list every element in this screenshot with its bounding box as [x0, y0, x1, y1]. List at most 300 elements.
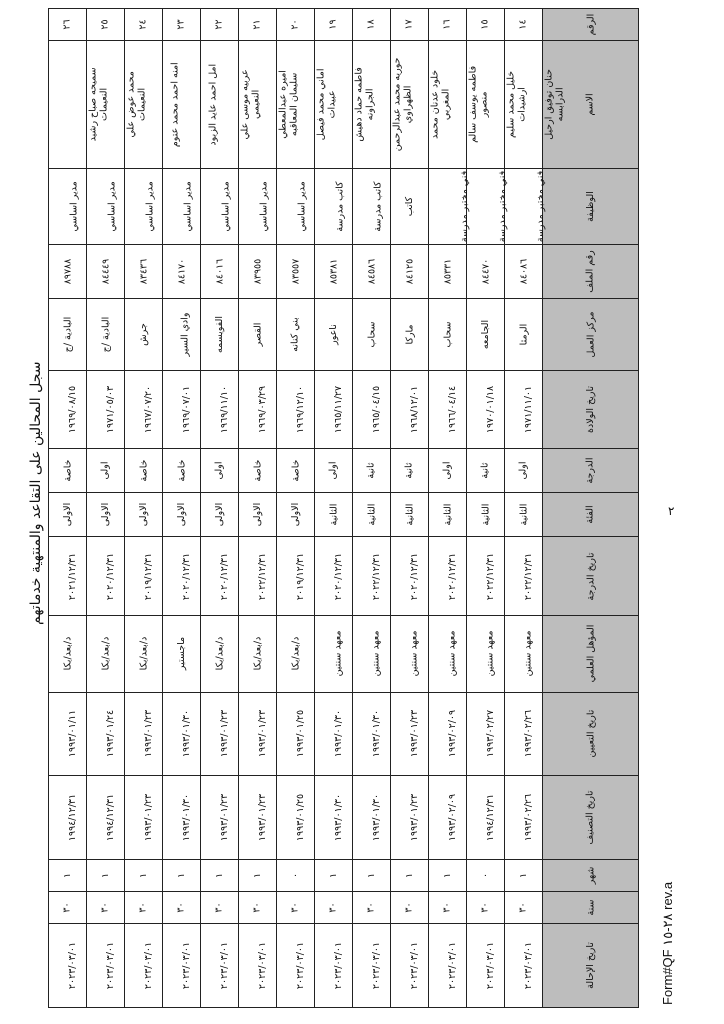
field-row: [49, 924, 639, 1008]
table-cell: [87, 245, 125, 298]
field-row: [49, 891, 639, 923]
cell-text: ١٩٩٣/٠١/٢٣: [257, 710, 269, 758]
cell-text: ١٩٩٣/٠١/٢٣: [409, 793, 421, 841]
table-cell: [163, 449, 201, 493]
table-cell: [315, 537, 353, 616]
cell-text: ١: [403, 872, 415, 878]
table-cell: [467, 298, 505, 370]
cell-text: ١٩٩٤/١٢/٣١: [105, 793, 117, 841]
table-cell: [505, 776, 543, 859]
cell-text: ١٩٧١/١١/٠١: [523, 385, 535, 434]
table-cell: [49, 692, 87, 775]
table-cell: [277, 168, 315, 244]
cell-text: معهد سنتين: [370, 630, 382, 677]
table-cell: [277, 776, 315, 859]
table-cell: [49, 776, 87, 859]
table-cell: [353, 616, 391, 692]
cell-text: سحاب: [366, 321, 377, 348]
cell-text: ٨٤٤٧٠: [479, 258, 491, 285]
column-header-label: الاسم: [585, 93, 596, 116]
table-cell: [49, 493, 87, 537]
cell-text: ٢٠٢٣/٠٣/٠١: [67, 942, 79, 990]
cell-text: ٣٠: [480, 902, 491, 913]
cell-text: ١٩٩٣/٠٢/٢٧: [485, 710, 497, 758]
cell-text: خاصة: [62, 459, 73, 482]
cell-text: الثانية: [328, 503, 339, 526]
table-cell: [391, 616, 429, 692]
cell-text: ٨٥٣٨١: [327, 258, 339, 285]
cell-text: ١٩٩٣/٠١/٢٣: [143, 793, 155, 841]
cell-text: ٢٠: [290, 19, 301, 30]
table-cell: [163, 298, 201, 370]
table-cell: [277, 859, 315, 891]
table-cell: [239, 493, 277, 537]
table-cell: [239, 298, 277, 370]
cell-text: اولى: [327, 461, 339, 480]
table-cell: [163, 493, 201, 537]
cell-text: سحاب: [442, 321, 453, 348]
table-cell: [429, 370, 467, 449]
cell-text: ٨٤٠٨٦: [517, 258, 529, 285]
cell-text: ١٩٧١/٠٥/٠٣: [105, 385, 117, 434]
cell-text: د/بعد/بكا: [251, 637, 263, 671]
cell-text: ١٩٩٣/٠١/٣٠: [333, 793, 345, 841]
column-header: [543, 776, 639, 859]
cell-text: ٢٠٢٠/١٢/٣١: [105, 552, 117, 600]
table-cell: [125, 9, 163, 41]
table-cell: [391, 370, 429, 449]
cell-text: فاطمه يوسف سالم منصور: [467, 66, 490, 144]
table-cell: [429, 9, 467, 41]
table-cell: [315, 493, 353, 537]
cell-text: ١: [99, 872, 111, 878]
table-cell: [467, 616, 505, 692]
column-header: [543, 449, 639, 493]
cell-text: مدير اساسي: [220, 181, 232, 232]
column-header: [543, 891, 639, 923]
cell-text: ٨٤٠١٦: [213, 258, 225, 285]
table-cell: [353, 168, 391, 244]
table-cell: [277, 537, 315, 616]
cell-text: د/بعد/بكا: [289, 637, 301, 671]
table-cell: [277, 370, 315, 449]
cell-text: الاولى: [176, 503, 187, 527]
table-cell: [315, 9, 353, 41]
table-cell: [391, 168, 429, 244]
cell-text: ٣٠: [518, 902, 529, 913]
cell-text: ٢٠٢٠/١٢/٣١: [219, 552, 231, 600]
column-header: [543, 168, 639, 244]
document-title: سجل المحالين على التقاعد والمنتهية خدماتهم: [28, 361, 44, 625]
cell-text: ٢٠١٩/١٢/٣١: [295, 552, 307, 600]
cell-text: معهد سنتين: [484, 630, 496, 677]
table-cell: [201, 168, 239, 244]
cell-text: مدير اساسي: [296, 181, 308, 232]
table-cell: [49, 9, 87, 41]
column-header: [543, 616, 639, 692]
cell-text: مدير اساسي: [144, 181, 156, 232]
table-cell: [277, 298, 315, 370]
cell-text: ١٨: [366, 19, 377, 30]
table-cell: [505, 616, 543, 692]
table-cell: [49, 616, 87, 692]
cell-text: خلود عدنان محمد المغربي: [429, 70, 452, 140]
cell-text: ٣٠: [290, 902, 301, 913]
table-cell: [277, 616, 315, 692]
table-cell: [467, 859, 505, 891]
cell-text: ٨٣٤٣٦: [137, 258, 149, 285]
column-header-label: تاريخ الدرجة: [585, 552, 596, 601]
cell-text: الثانية: [518, 503, 529, 526]
cell-text: خاصة: [252, 459, 263, 482]
table-cell: [239, 776, 277, 859]
cell-text: د/بعد/بكا: [99, 637, 111, 671]
cell-text: اولى: [213, 461, 225, 480]
cell-text: مدير اساسي: [68, 181, 80, 232]
column-header-label: مركز العمل: [584, 311, 596, 358]
table-cell: [353, 891, 391, 923]
cell-text: فاطمه حماد دهيش الجراونه: [353, 67, 376, 142]
cell-text: خاصة: [138, 459, 149, 482]
cell-text: كاتب مدرسة: [334, 181, 346, 232]
cell-text: معهد سنتين: [332, 630, 344, 677]
cell-text: الفويسمه: [213, 315, 225, 353]
table-cell: [505, 168, 547, 244]
cell-text: ٢٠٢٢/١٢/٣١: [257, 552, 269, 600]
cell-text: ٢٤: [138, 19, 149, 30]
table-cell: [467, 370, 505, 449]
table-cell: [49, 859, 87, 891]
cell-text: ١٩٦٩/٠٧/٠١: [181, 385, 193, 434]
column-header-label: تاريخ الولادة: [585, 385, 596, 433]
cell-text: ٢٥: [100, 19, 111, 30]
cell-text: ٨٥٣٣١: [441, 258, 453, 285]
cell-text: ٢٠٢٣/٠٣/٠١: [219, 942, 231, 990]
cell-text: معهد سنتين: [446, 630, 458, 677]
table-cell: [277, 924, 315, 1008]
cell-text: ١٤: [518, 19, 529, 30]
cell-text: ١٩٩٣/٠١/٣٠: [371, 793, 383, 841]
table-cell: [391, 776, 429, 859]
table-cell: [467, 924, 505, 1008]
cell-text: ثانية: [366, 462, 377, 479]
table-cell: [467, 245, 505, 298]
table-cell: [505, 9, 543, 41]
cell-text: فني مختبر مدرسة: [497, 171, 509, 243]
table-cell: [239, 9, 277, 41]
cell-text: ماجستير: [176, 637, 187, 671]
cell-text: ١: [327, 872, 339, 878]
table-cell: [505, 298, 543, 370]
cell-text: ماركا: [404, 324, 415, 345]
cell-text: ١٩٩٣/٠٢/٢٦: [523, 793, 535, 841]
table-cell: [467, 449, 505, 493]
cell-text: ١٦: [442, 19, 453, 30]
cell-text: ١: [61, 872, 73, 878]
table-cell: [163, 245, 201, 298]
table-cell: [277, 449, 315, 493]
cell-text: مدير اساسي: [106, 181, 118, 232]
table-cell: [315, 449, 353, 493]
cell-text: ١: [175, 872, 187, 878]
cell-text: ٢٠٢٣/٠٣/٠١: [523, 942, 535, 990]
table-cell: [239, 616, 277, 692]
cell-text: ٢٣: [176, 19, 187, 30]
table-cell: [467, 168, 509, 244]
table-cell: [163, 41, 219, 168]
cell-text: ٣٠: [100, 902, 111, 913]
cell-text: ٣٠: [404, 902, 415, 913]
table-cell: [353, 298, 391, 370]
table-cell: [315, 616, 353, 692]
table-cell: [315, 370, 353, 449]
cell-text: البادية /ج: [62, 316, 73, 352]
table-cell: [163, 537, 201, 616]
cell-text: ١٩٩٣/٠١/٣٠: [181, 793, 193, 841]
table-cell: [125, 449, 163, 493]
cell-text: ١٩٩٣/٠١/٢٣: [143, 710, 155, 758]
table-cell: [87, 168, 125, 244]
cell-text: خاصة: [290, 459, 301, 482]
cell-text: ١: [251, 872, 263, 878]
table-cell: [391, 493, 429, 537]
table-cell: [315, 924, 353, 1008]
table-cell: [467, 9, 505, 41]
cell-text: ١٩٩٣/٠١/٣٠: [371, 710, 383, 758]
field-row: [49, 616, 639, 692]
table-cell: [505, 245, 543, 298]
table-cell: [125, 298, 163, 370]
table-cell: [49, 168, 87, 244]
cell-text: ناعور: [327, 323, 339, 345]
table-cell: [391, 924, 429, 1008]
cell-text: فني مختبر مدرسة: [459, 171, 471, 243]
cell-text: ١٩٦٩/٠٣/٢٩: [257, 385, 269, 434]
column-header: [543, 493, 639, 537]
field-row: [49, 449, 639, 493]
table-cell: [87, 493, 125, 537]
cell-text: الثانية: [366, 503, 377, 526]
cell-text: د/بعد/بكا: [61, 637, 73, 671]
table-cell: [429, 692, 467, 775]
table-cell: [163, 776, 201, 859]
field-row: [49, 9, 639, 41]
cell-text: ١٩٩٣/٠٢/٠٩: [447, 710, 459, 758]
cell-text: ١٩٩٣/٠١/٢٤: [105, 710, 117, 758]
table-cell: [201, 692, 239, 775]
table-cell: [429, 859, 467, 891]
table-cell: [277, 692, 315, 775]
cell-text: ٣٠: [62, 902, 73, 913]
table-cell: [125, 776, 163, 859]
table-cell: [87, 298, 125, 370]
table-cell: [201, 537, 239, 616]
table-cell: [277, 245, 315, 298]
column-header: [543, 245, 639, 298]
cell-text: ٨٤٥٨٦: [365, 258, 377, 285]
column-header: [543, 9, 639, 41]
table-cell: [163, 692, 201, 775]
table-cell: [49, 891, 87, 923]
cell-text: الثانية: [442, 503, 453, 526]
column-header-label: الرقم: [584, 13, 596, 36]
page-number: ٢: [668, 504, 675, 518]
cell-text: ١٩٦٩/٠٨/١٥: [67, 385, 79, 434]
table-cell: [467, 537, 505, 616]
cell-text: وادي السير: [179, 312, 191, 357]
records-table: [48, 8, 639, 1008]
table-cell: [277, 493, 315, 537]
table-cell: [315, 298, 353, 370]
cell-text: ٣٠: [138, 902, 149, 913]
table-cell: [125, 168, 163, 244]
cell-text: ٣٠: [176, 902, 187, 913]
table-cell: [467, 692, 505, 775]
cell-text: اميره عبدالمعطي سليمان المعاقبه: [277, 70, 300, 140]
cell-text: ١٩٩٣/٠١/٣٠: [181, 710, 193, 758]
cell-text: ١٩٦٩/١١/١٠: [219, 385, 231, 434]
table-cell: [429, 168, 471, 244]
cell-text: ٢٠٢٣/٠٣/٠١: [105, 942, 117, 990]
table-cell: [429, 493, 467, 537]
cell-text: ١٩٩٣/٠١/٢٣: [409, 710, 421, 758]
cell-text: ٣٠: [366, 902, 377, 913]
field-row: [49, 537, 639, 616]
cell-text: ١٩٩٣/٠٢/٢٦: [523, 710, 535, 758]
table-cell: [125, 616, 163, 692]
table-cell: [163, 924, 201, 1008]
table-cell: [201, 449, 239, 493]
table-cell: [391, 859, 429, 891]
cell-text: ٢٠٢٢/١٢/٣١: [371, 552, 383, 600]
table-cell: [505, 924, 543, 1008]
column-header: [543, 298, 639, 370]
table-cell: [49, 245, 87, 298]
cell-text: خاصة: [176, 459, 187, 482]
table-cell: [201, 924, 239, 1008]
table-cell: [87, 537, 125, 616]
table-cell: [239, 449, 277, 493]
field-row: [49, 692, 639, 775]
cell-text: مدير اساسي: [258, 181, 270, 232]
table-cell: [353, 776, 391, 859]
form-code: Form#QF ٢٨-١٥ rev.a: [660, 881, 675, 1005]
cell-text: ٠: [479, 872, 491, 878]
cell-text: ٢٠٢٠/١٢/٣١: [333, 552, 345, 600]
table-cell: [391, 245, 429, 298]
table-cell: [277, 891, 315, 923]
table-cell: [429, 537, 467, 616]
table-cell: [201, 298, 239, 370]
column-header-label: الفئة: [585, 505, 596, 525]
table-cell: [505, 537, 543, 616]
column-header: [543, 537, 639, 616]
column-header-label: المؤهل العلمي: [585, 625, 596, 683]
cell-text: ١: [213, 872, 225, 878]
cell-text: ٢٠٢٣/٠٣/٠١: [143, 942, 155, 990]
field-row: [49, 168, 639, 244]
table-cell: [315, 859, 353, 891]
table-cell: [125, 692, 163, 775]
table-cell: [391, 9, 429, 41]
cell-text: ٢٠٢٢/١٢/٣١: [485, 552, 497, 600]
cell-text: محمد عوض علي النعيمات: [125, 71, 148, 138]
table-cell: [467, 776, 505, 859]
table-cell: [353, 9, 391, 41]
column-header-label: تاريخ الإحالة: [585, 942, 596, 990]
column-header-label: شهر: [585, 866, 596, 885]
cell-text: الثانية: [404, 503, 415, 526]
cell-text: كاتب مدرسة: [372, 181, 384, 232]
table-cell: [505, 493, 543, 537]
cell-text: الاولى: [214, 503, 225, 527]
cell-text: ٢٠٢٠/١٢/٣١: [181, 552, 193, 600]
cell-text: ٠: [289, 872, 301, 878]
field-row: [49, 41, 639, 168]
cell-text: كاتب: [403, 196, 415, 217]
cell-text: ٨٣٥٥٧: [289, 258, 301, 285]
cell-text: ٢٠٢٠/١٢/٣١: [447, 552, 459, 600]
table-cell: [505, 449, 543, 493]
table-cell: [49, 298, 87, 370]
table-cell: [391, 537, 429, 616]
table-cell: [239, 924, 277, 1008]
cell-text: ١٩٩٤/١٢/٣١: [485, 793, 497, 841]
table-cell: [49, 370, 87, 449]
cell-text: فني مختبر مدرسة: [535, 171, 547, 243]
cell-text: ٢٠٢١/١٢/٣١: [67, 552, 79, 600]
cell-text: الاولى: [100, 503, 111, 527]
cell-text: ٢٠٢٣/٠٣/٠١: [447, 942, 459, 990]
table-cell: [353, 370, 391, 449]
cell-text: ١٩٦٦/٠٤/١٤: [447, 385, 459, 434]
cell-text: ٢٠٢٣/٠٣/٠١: [485, 942, 497, 990]
table-cell: [315, 168, 353, 244]
table-cell: [87, 9, 125, 41]
table-cell: [429, 245, 467, 298]
table-cell: [391, 449, 429, 493]
table-cell: [277, 9, 315, 41]
cell-text: ٢٠٢٣/٠٣/٠١: [409, 942, 421, 990]
field-row: [49, 298, 639, 370]
cell-text: ٢٠٢٣/٠٣/٠١: [333, 942, 345, 990]
cell-text: ١٧: [404, 19, 415, 30]
field-row: [49, 370, 639, 449]
cell-text: ٣٠: [442, 902, 453, 913]
column-header-label: رقم الملف: [584, 250, 596, 293]
table-cell: [163, 168, 201, 244]
cell-text: معهد سنتين: [408, 630, 420, 677]
cell-text: ٢٦: [62, 19, 73, 30]
cell-text: حنان توفيق ارحيل الدرابسه: [543, 69, 566, 141]
cell-text: ١٩٦٨/١٢/٠١: [409, 385, 421, 434]
column-header: [543, 859, 639, 891]
table-cell: [239, 692, 277, 775]
cell-text: بني كنانه: [289, 316, 301, 352]
cell-text: القصر: [251, 322, 263, 347]
cell-text: الرمثا: [517, 323, 529, 345]
cell-text: خليل محمد سليم ارشيدات: [505, 71, 528, 139]
table-cell: [125, 245, 163, 298]
table-cell: [125, 370, 163, 449]
cell-text: ١٩٧٠/٠١/١٨: [485, 385, 497, 434]
table-cell: [163, 859, 201, 891]
table-cell: [391, 298, 429, 370]
table-cell: [239, 537, 277, 616]
table-cell: [201, 370, 239, 449]
cell-text: د/بعد/بكا: [137, 637, 149, 671]
column-header-label: الدرجة: [584, 457, 596, 484]
